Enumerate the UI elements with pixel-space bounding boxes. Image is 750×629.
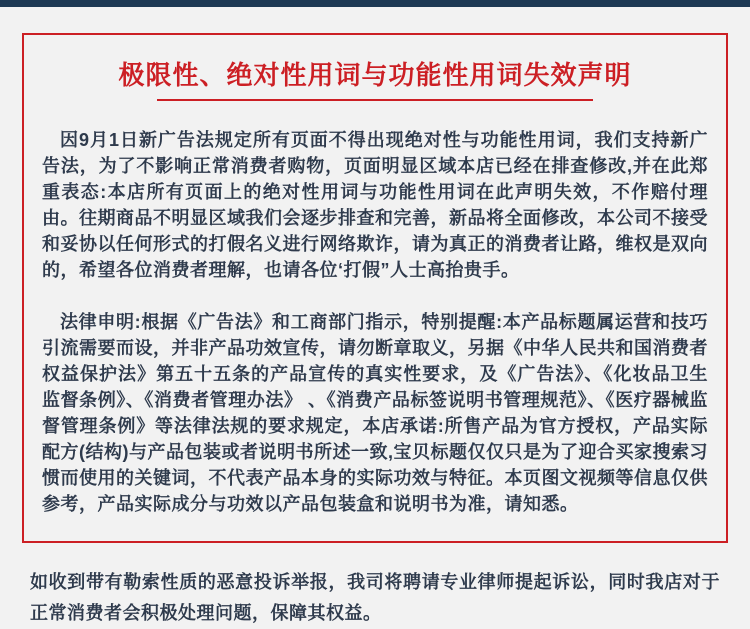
disclaimer-title: 极限性、绝对性用词与功能性用词失效声明 <box>118 60 632 90</box>
disclaimer-box <box>22 33 728 543</box>
disclaimer-paragraph-2: 法律申明:根据《广告法》和工商部门指示，特别提醒:本产品标题属运营和技巧引流需要而设，并非产品功效宣传，请勿断章取义，另据《中华人民共和国消费者权益保护法》第五十五条的产品宣传的真实性要求，及《广告法》、《化妆品卫生监督条例》、《消费者管理办法》 、《消费产品标签说明书管理规范》、《医疗器械监督管理条例》等法律法规的要求规定，本店承诺:所售产品为官方授权，产品实际配方(结构)与产品包装或者说明书所述一致,宝贝标题仅仅只是为了迎合买家搜索习惯而使用的关键词，不代表产品本身的实际功效与特征。本页图文视频等信息仅供参考，产品实际成分与功效以产品包装盒和说明书为准，请知悉。 <box>42 311 708 514</box>
disclaimer-paragraph-1: 因9月1日新广告法规定所有页面不得出现绝对性与功能性用词，我们支持新广告法，为了不影响正常消费者购物，页面明显区域本店已经在排查修改,并在此郑重表态:本店所有页面上的绝对性用词与功能性用词在此声明失效，不作赔付理由。往期商品不明显区域我们会逐步排查和完善，新品将全面修改，本公司不接受和妥协以任何形式的打假名义进行网络欺诈，请为真正的消费者让路，维权是双向的，希望各位消费者理解，也请各位‘打假”人士高抬贵手。 <box>42 129 708 280</box>
title-underline <box>157 99 593 101</box>
footer-warning-text: 如收到带有勒索性质的恶意投诉举报，我司将聘请专业律师提起诉讼，同时我店对于正常消费者会积极处理问题，保障其权益。 <box>30 571 720 623</box>
top-accent-bar <box>0 0 750 7</box>
